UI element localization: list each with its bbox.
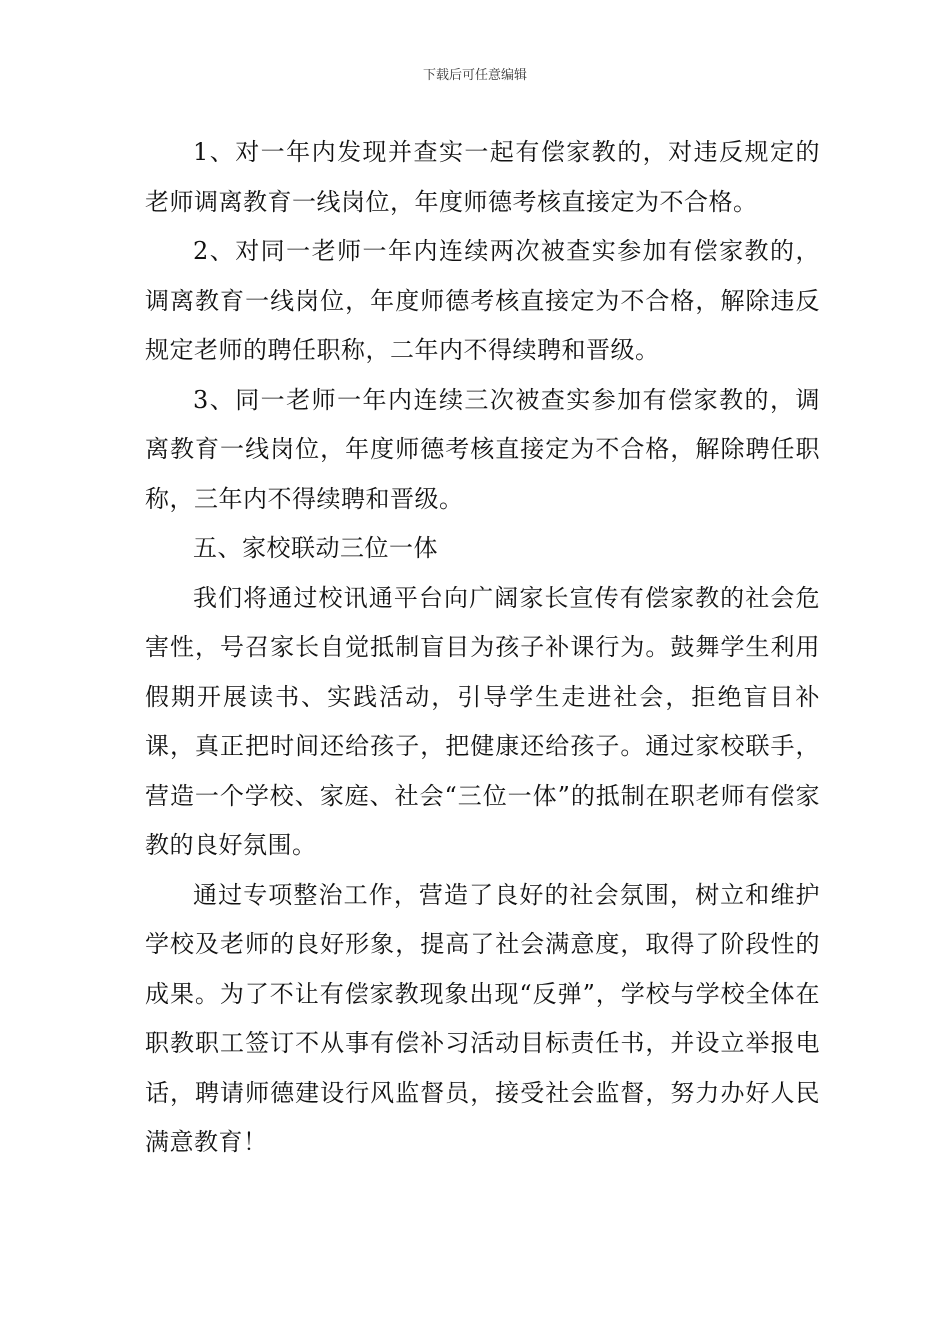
paragraph-rule-1: 1、对一年内发现并查实一起有偿家教的，对违反规定的老师调离教育一线岗位，年度师德考核直接定为不合格。 (145, 138, 820, 216)
paragraph-home-school: 我们将通过校讯通平台向广阔家长宣传有偿家教的社会危害性，号召家长自觉抵制盲目为孩子补课行为。鼓舞学生利用假期开展读书、实践活动，引导学生走进社会，拒绝盲目补课，真正把时间还给孩子，把健康还给孩子。通过家校联手，营造一个学校、家庭、社会“三位一体”的抵制在职老师有偿家教的良好氛围。 (145, 583, 820, 859)
paragraph-conclusion: 通过专项整治工作，营造了良好的社会氛围，树立和维护学校及老师的良好形象，提高了社会满意度，取得了阶段性的成果。为了不让有偿家教现象出现“反弹”，学校与学校全体在职教职工签订不从事有偿补习活动目标责任书，并设立举报电话，聘请师德建设行风监督员，接受社会监督，努力办好人民满意教育！ (145, 880, 820, 1156)
page-header: 下载后可任意编辑 (422, 68, 527, 83)
paragraph-rule-3: 3、同一老师一年内连续三次被查实参加有偿家教的，调离教育一线岗位，年度师德考核直接定为不合格，解除聘任职称，三年内不得续聘和晋级。 (145, 385, 820, 513)
section-heading: 五、家校联动三位一体 (193, 534, 438, 562)
paragraph-rule-2: 2、对同一老师一年内连续两次被查实参加有偿家教的，调离教育一线岗位，年度师德考核直接定为不合格，解除违反规定老师的聘任职称，二年内不得续聘和晋级。 (145, 237, 820, 364)
document-body (145, 128, 820, 1168)
